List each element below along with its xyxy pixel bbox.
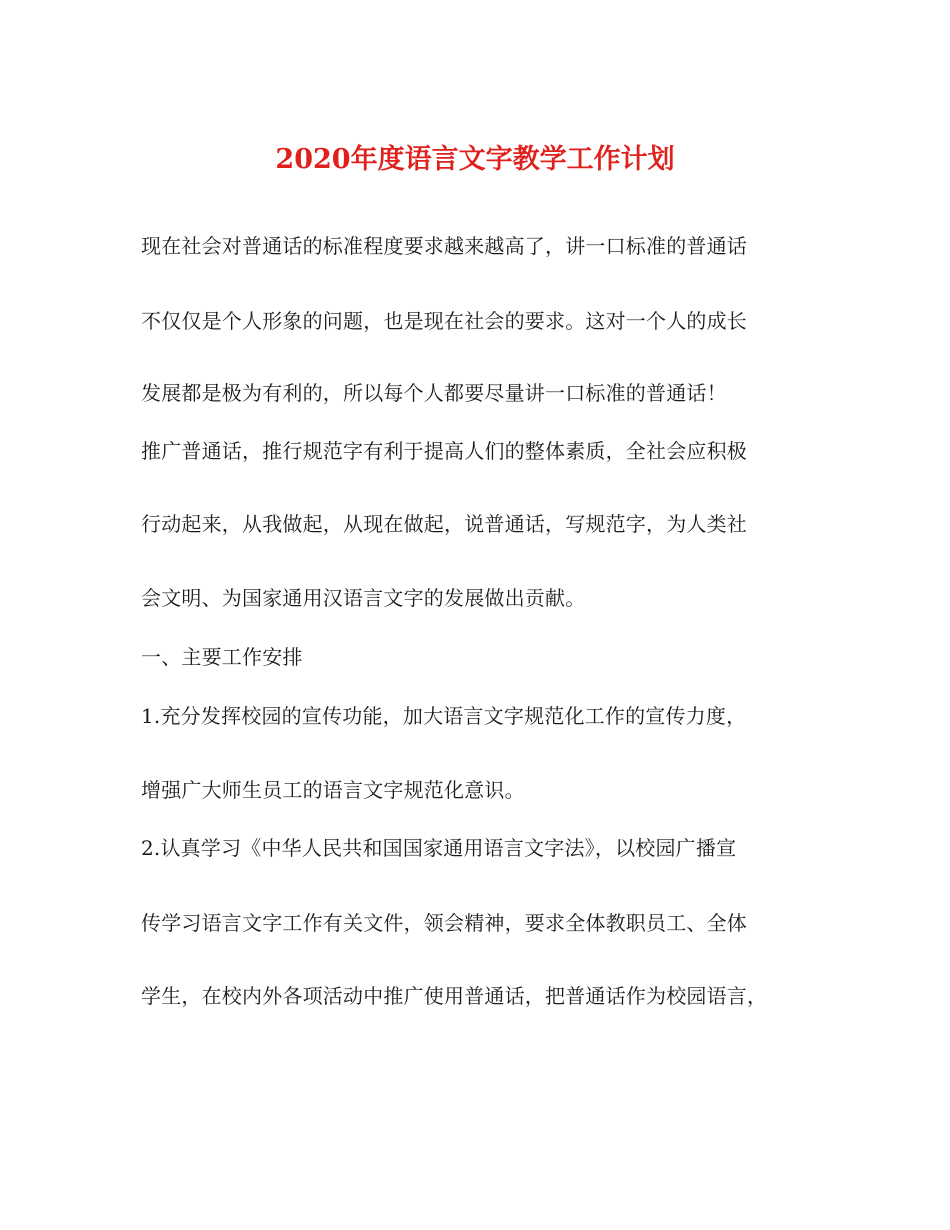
paragraph-line: 发展都是极为有利的，所以每个人都要尽量讲一口标准的普通话！ — [141, 381, 727, 405]
paragraph-line: 推广普通话，推行规范字有利于提高人们的整体素质，全社会应积极 — [141, 439, 747, 463]
list-item-line: 学生，在校内外各项活动中推广使用普通话，把普通话作为校园语言， — [141, 984, 768, 1008]
list-item-line: 传学习语言文字工作有关文件，领会精神，要求全体教职员工、全体 — [141, 911, 747, 935]
list-item-line: 增强广大师生员工的语言文字规范化意识。 — [141, 778, 525, 802]
document-title: 2020年度语言文字教学工作计划 — [275, 144, 675, 175]
section-heading: 一、主要工作安排 — [141, 645, 303, 669]
paragraph-line: 行动起来，从我做起，从现在做起，说普通话，写规范字，为人类社 — [141, 512, 747, 536]
paragraph-line: 不仅仅是个人形象的问题，也是现在社会的要求。这对一个人的成长 — [141, 309, 747, 333]
list-item-line: 2.认真学习《中华人民共和国国家通用语言文字法》，以校园广播宣 — [141, 836, 737, 860]
list-item-line: 1.充分发挥校园的宣传功能，加大语言文字规范化工作的宣传力度， — [141, 704, 747, 728]
paragraph-line: 现在社会对普通话的标准程度要求越来越高了，讲一口标准的普通话 — [141, 234, 747, 258]
paragraph-line: 会文明、为国家通用汉语言文字的发展做出贡献。 — [141, 586, 586, 610]
